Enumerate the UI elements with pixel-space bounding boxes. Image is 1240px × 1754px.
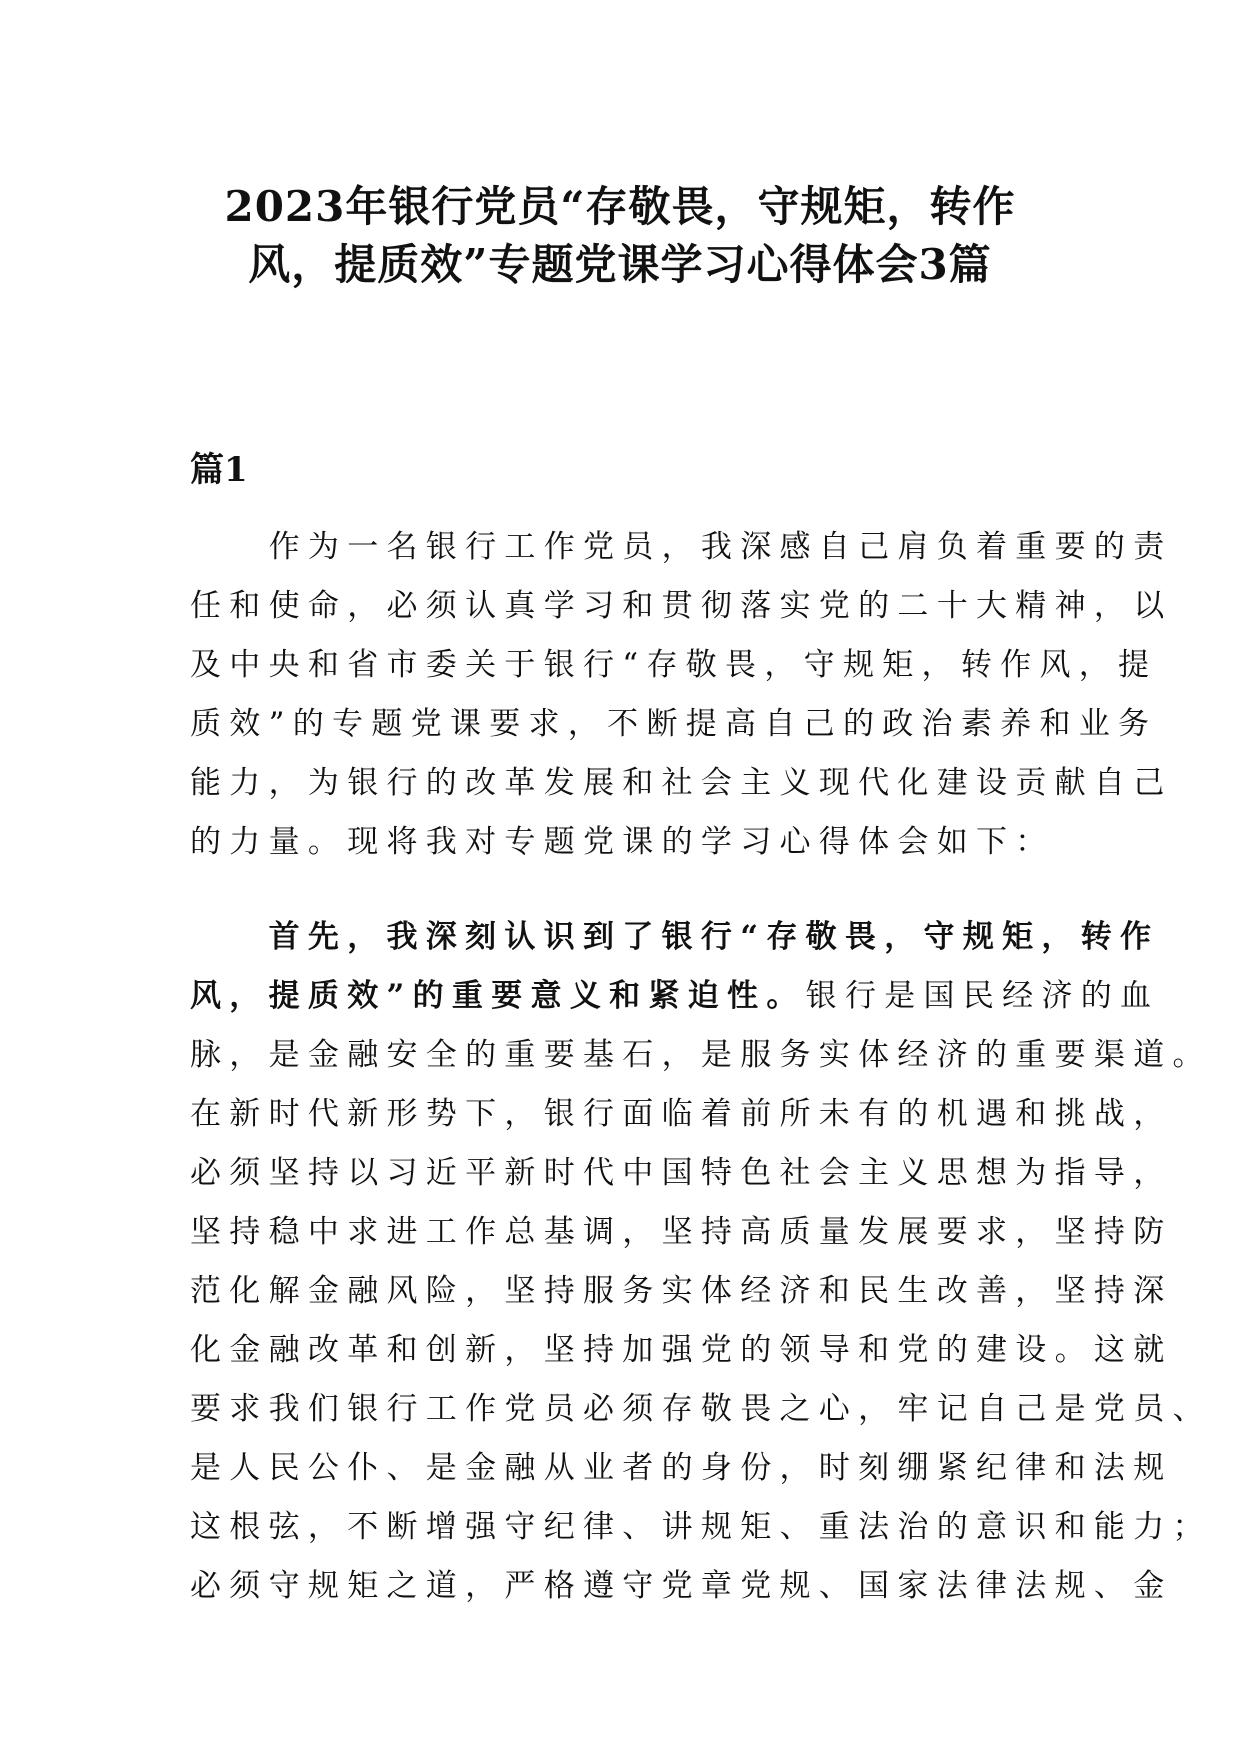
document-title xyxy=(150,178,1090,294)
paragraph-line: 必须守规矩之道，严格遵守党章党规、国家法律法规、金 xyxy=(190,1568,1173,1604)
paragraph-line: 能力，为银行的改革发展和社会主义现代化建设贡献自己 xyxy=(190,765,1173,801)
paragraph-intro xyxy=(190,518,1173,872)
paragraph-line: 脉，是金融安全的重要基石，是服务实体经济的重要渠道。 xyxy=(190,1037,1212,1073)
paragraph-line: 及中央和省市委关于银行“存敬畏，守规矩，转作风，提 xyxy=(190,647,1158,683)
paragraph-first-point xyxy=(190,908,1212,1616)
paragraph-line: 在新时代新形势下，银行面临着前所未有的机遇和挑战， xyxy=(190,1096,1173,1132)
paragraph-line: 是人民公仆、是金融从业者的身份，时刻绷紧纪律和法规 xyxy=(190,1450,1173,1486)
line-continuation: 银行是国民经济的血 xyxy=(805,978,1160,1014)
paragraph-line: 这根弦，不断增强守纪律、讲规矩、重法治的意识和能力； xyxy=(190,1509,1212,1545)
paragraph-line: 必须坚持以习近平新时代中国特色社会主义思想为指导， xyxy=(190,1155,1173,1191)
bold-lead-line: 首先，我深刻认识到了银行“存敬畏，守规矩，转作 xyxy=(190,919,1160,955)
bold-lead-end: 风，提质效”的重要意义和紧迫性。 xyxy=(190,978,806,1014)
paragraph-line: 质效”的专题党课要求，不断提高自己的政治素养和业务 xyxy=(190,706,1158,742)
title-line-2: 风，提质效”专题党课学习心得体会3篇 xyxy=(248,240,992,289)
title-line-1: 2023年银行党员“存敬畏，守规矩，转作 xyxy=(224,182,1016,231)
paragraph-line: 作为一名银行工作党员，我深感自己肩负着重要的责 xyxy=(190,529,1173,565)
paragraph-line: 任和使命，必须认真学习和贯彻落实党的二十大精神，以 xyxy=(190,588,1173,624)
section-heading: 篇1 xyxy=(190,450,248,490)
paragraph-line: 的力量。现将我对专题党课的学习心得体会如下： xyxy=(190,824,1055,860)
paragraph-line: 范化解金融风险，坚持服务实体经济和民生改善，坚持深 xyxy=(190,1273,1173,1309)
paragraph-line: 要求我们银行工作党员必须存敬畏之心，牢记自己是党员、 xyxy=(190,1391,1212,1427)
paragraph-line: 化金融改革和创新，坚持加强党的领导和党的建设。这就 xyxy=(190,1332,1173,1368)
paragraph-line: 坚持稳中求进工作总基调，坚持高质量发展要求，坚持防 xyxy=(190,1214,1173,1250)
mixed-line xyxy=(190,967,1160,1026)
